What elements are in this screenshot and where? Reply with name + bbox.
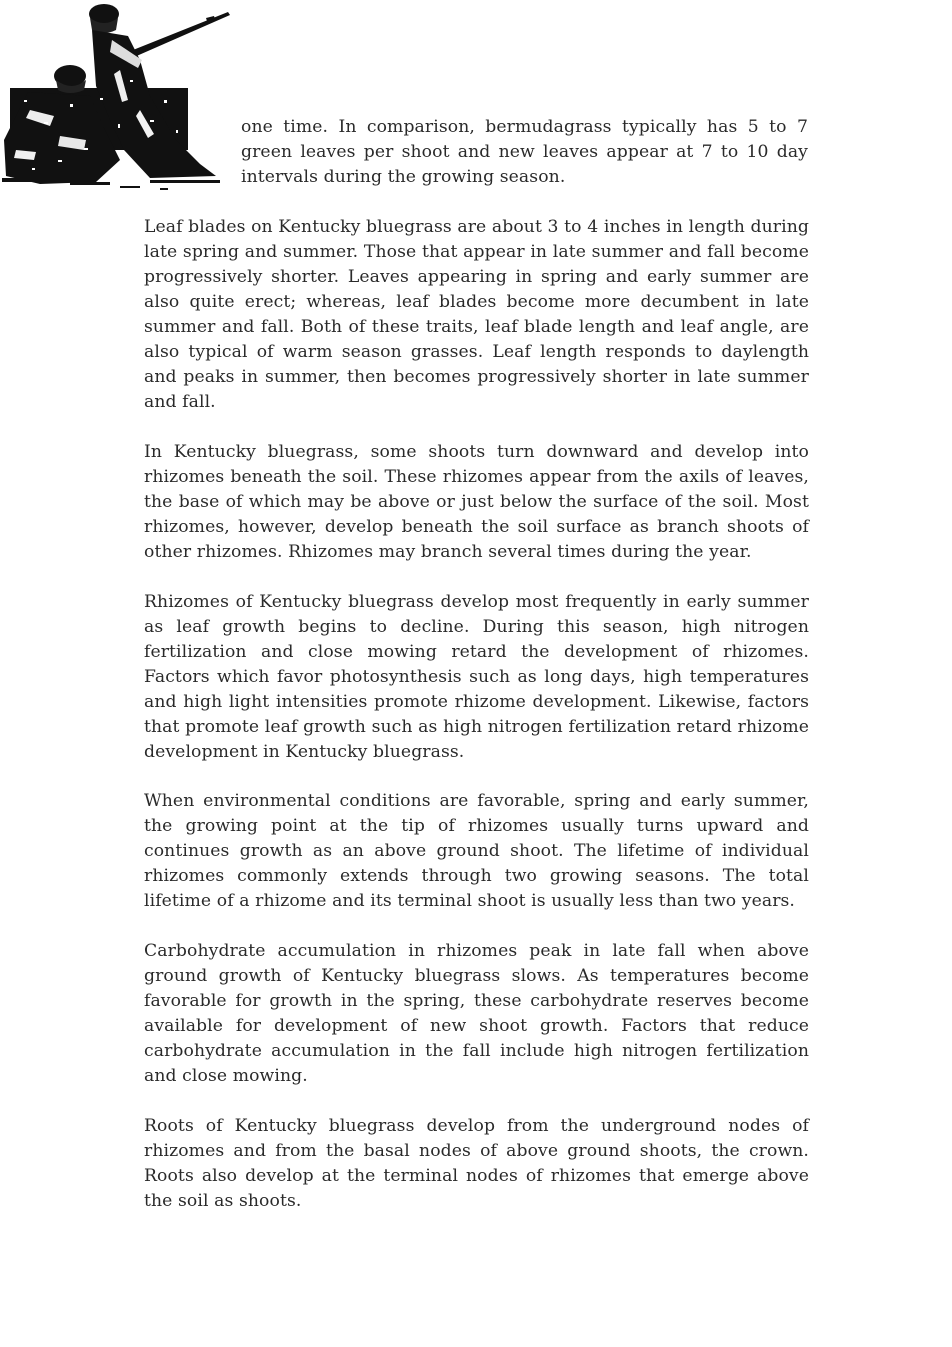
paragraph-leaf-blades: Leaf blades on Kentucky bluegrass are about 3 to 4 inches in length during late spring and summer. Those that appear in late summer and fall become progressively shorter. Leaves appearing in spring and early summer are also quite erect; whereas, leaf blades become more decumbent in late summer and fall. Both of these traits, leaf blade length and leaf angle, are also typical of warm season grasses. Leaf length responds to daylength and peaks in summer, then becomes progressively shorter in late summer and fall.: [144, 217, 809, 412]
paragraph-rhizome-development: Rhizomes of Kentucky bluegrass develop most frequently in early summer as leaf growth begins to decline. During this season, high nitrogen fertilization and close mowing retard the development of rhizomes. Factors which favor photosynthesis such as long days, high temperatures and high light intensities promote rhizome development. Likewise, factors that promote leaf growth such as high nitrogen fertilization retard rhizome development in Kentucky bluegrass.: [144, 592, 809, 762]
paragraph-carbohydrate-accumulation: Carbohydrate accumulation in rhizomes peak in late fall when above ground growth of Kentucky bluegrass slows. As temperatures become favorable for growth in the spring, these carbohydrate reserves become available for development of new shoot growth. Factors that reduce carbohydrate accumulation in the fall include high nitrogen fertilization and close mowing.: [144, 941, 809, 1086]
lead-paragraph: one time. In comparison, bermudagrass typically has 5 to 7 green leaves per shoot and new leaves appear at 7 to 10 day intervals during the growing season.: [241, 117, 808, 187]
paragraph-rhizome-lifetime: When environmental conditions are favorable, spring and early summer, the growing point at the tip of rhizomes usually turns upward and continues growth as an above ground shoot. The lifetime of individual rhizomes commonly extends through two growing seasons. The total lifetime of a rhizome and its terminal shoot is usually less than two years.: [144, 791, 809, 911]
paragraph-rhizome-formation: In Kentucky bluegrass, some shoots turn downward and develop into rhizomes beneath the soil. These rhizomes appear from the axils of leaves, the base of which may be above or just below the surface of the soil. Most rhizomes, however, develop beneath the soil surface as branch shoots of other rhizomes. Rhizomes may branch several times during the year.: [144, 442, 809, 562]
soldiers-illustration-icon: [0, 0, 235, 195]
paragraph-roots: Roots of Kentucky bluegrass develop from the underground nodes of rhizomes and from the basal nodes of above ground shoots, the crown. Roots also develop at the terminal nodes of rhizomes that emerge above the soil as shoots.: [144, 1116, 809, 1211]
soldiers-woodcut-illustration: [0, 0, 235, 195]
